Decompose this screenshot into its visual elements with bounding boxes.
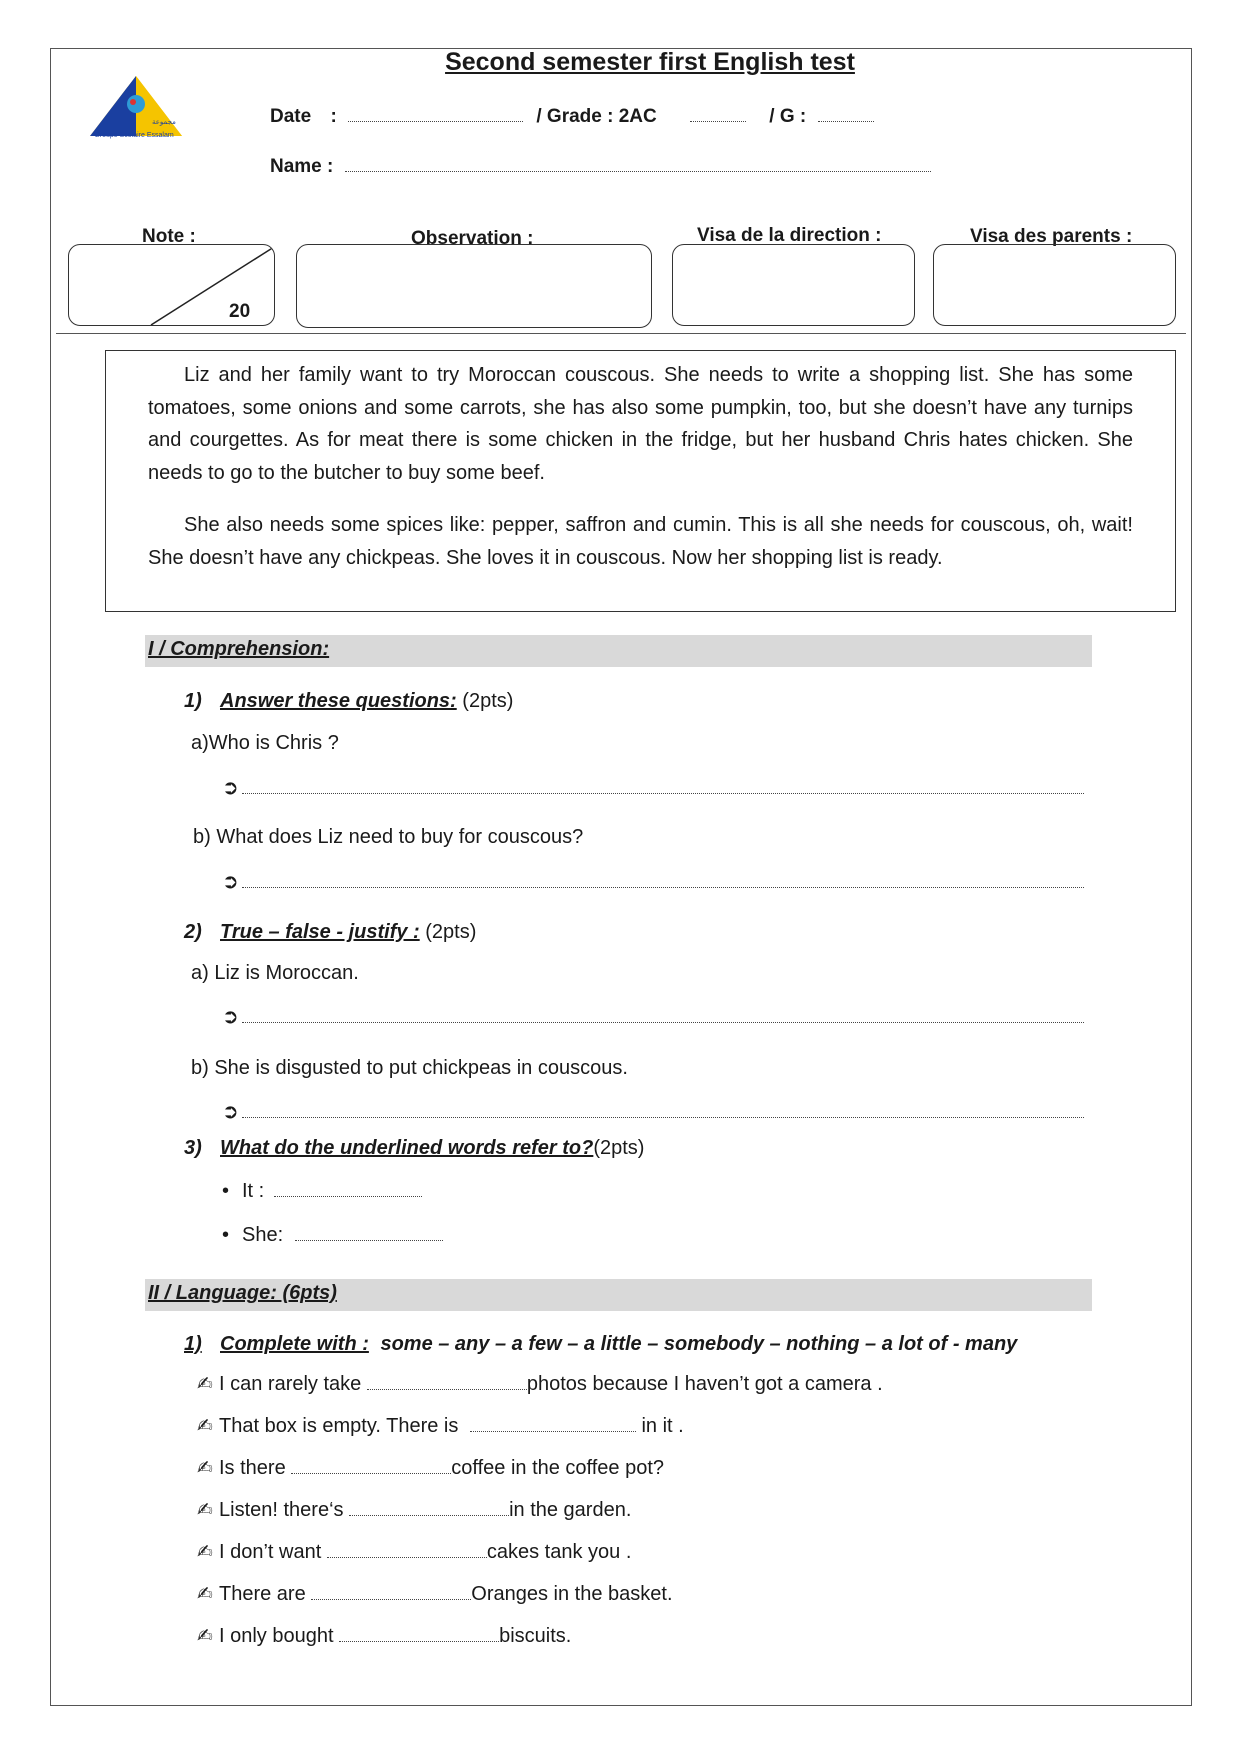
observation-box[interactable] — [296, 244, 652, 328]
section-language-bar — [145, 1279, 1092, 1311]
fill-item-1[interactable]: ✍ I can rarely take photos because I haven’t got a camera . — [197, 1373, 883, 1395]
answer-line-2b[interactable] — [222, 1099, 1084, 1119]
bullet-icon: • — [222, 1224, 230, 1246]
question-2b: b) She is disgusted to put chickpeas in couscous. — [191, 1057, 628, 1079]
svg-text:مجموعة: مجموعة — [152, 118, 176, 126]
answer-arrow-icon: ➲ — [222, 1006, 239, 1024]
question-3-heading: 3) What do the underlined words refer to?(2pts) — [184, 1137, 645, 1159]
fill-item-6[interactable]: ✍ There are Oranges in the basket. — [197, 1583, 673, 1605]
answer-arrow-icon: ➲ — [222, 777, 239, 795]
group-label: / G : — [769, 106, 807, 127]
fill-in-list — [197, 1373, 883, 1667]
fill-item-3[interactable]: ✍ Is there coffee in the coffee pot? — [197, 1457, 665, 1479]
answer-arrow-icon: ➲ — [222, 871, 239, 889]
question-1b: b) What does Liz need to buy for couscous? — [193, 826, 584, 848]
visa-direction-label: Visa de la direction : — [697, 225, 882, 246]
logo-caption: Groupe Scolaire Essalam — [94, 132, 174, 139]
name-field[interactable] — [270, 156, 931, 178]
header-divider — [56, 333, 1186, 334]
question-3-it[interactable]: • It : — [222, 1180, 422, 1203]
passage-paragraph-1: Liz and her family want to try Moroccan couscous. She needs to write a shopping list. She has some tomatoes, some onions and some carrots, she has also some pumpkin, too, but she doesn’t have any turnips and courgettes. As for meat there is some chicken in the fridge, but her husband Chris hates chicken. She needs to go to the butcher to buy some beef. — [148, 364, 1133, 484]
fill-item-2[interactable]: ✍ That box is empty. There is in it . — [197, 1415, 684, 1437]
fill-item-5[interactable]: ✍ I don’t want cakes tank you . — [197, 1541, 632, 1563]
note-label: Note : — [142, 226, 196, 247]
writing-hand-icon: ✍ — [197, 1374, 213, 1395]
section-language-title: II / Language: (6pts) — [148, 1282, 337, 1304]
reading-passage — [105, 350, 1176, 612]
answer-line-2a[interactable] — [222, 1004, 1084, 1024]
grade-label: / Grade : 2AC — [536, 106, 657, 127]
language-question-1-heading: 1) Complete with : some – any – a few – a little – somebody – nothing – a lot of - many — [184, 1333, 1018, 1355]
date-label: Date — [270, 106, 312, 127]
writing-hand-icon: ✍ — [197, 1416, 213, 1437]
section-comprehension-title: I / Comprehension: — [148, 638, 330, 660]
section-comprehension-bar — [145, 635, 1092, 667]
note-box[interactable] — [68, 244, 275, 326]
date-field[interactable]: Date : / Grade : 2AC / G : — [270, 106, 874, 128]
question-2a: a) Liz is Moroccan. — [191, 962, 359, 984]
fill-item-4[interactable]: ✍ Listen! there‘s in the garden. — [197, 1499, 632, 1521]
observation-label: Observation : — [411, 228, 534, 249]
visa-parents-box[interactable] — [933, 244, 1176, 326]
answer-line-1a[interactable] — [222, 775, 1084, 795]
passage-paragraph-2: She also needs some spices like: pepper, saffron and cumin. This is all she needs for couscous, oh, wait! She doesn’t have any chickpeas. She loves it in couscous. Now her shopping list is ready. — [148, 514, 1133, 569]
question-1a: a)Who is Chris ? — [191, 732, 339, 754]
question-3-she[interactable]: • She: — [222, 1224, 443, 1247]
visa-direction-box[interactable] — [672, 244, 915, 326]
answer-arrow-icon: ➲ — [222, 1101, 239, 1119]
writing-hand-icon: ✍ — [197, 1584, 213, 1605]
page-title: Second semester first English test — [445, 48, 855, 76]
answer-line-1b[interactable] — [222, 869, 1084, 889]
visa-parents-label: Visa des parents : — [970, 226, 1133, 247]
note-total: 20 — [229, 301, 251, 322]
fill-item-7[interactable]: ✍ I only bought biscuits. — [197, 1625, 572, 1647]
name-label: Name : — [270, 156, 334, 177]
writing-hand-icon: ✍ — [197, 1500, 213, 1521]
writing-hand-icon: ✍ — [197, 1626, 213, 1647]
writing-hand-icon: ✍ — [197, 1458, 213, 1479]
bullet-icon: • — [222, 1180, 230, 1202]
question-2-heading: 2) True – false - justify : (2pts) — [184, 921, 477, 943]
question-1-heading: 1) Answer these questions: (2pts) — [184, 690, 514, 712]
writing-hand-icon: ✍ — [197, 1542, 213, 1563]
